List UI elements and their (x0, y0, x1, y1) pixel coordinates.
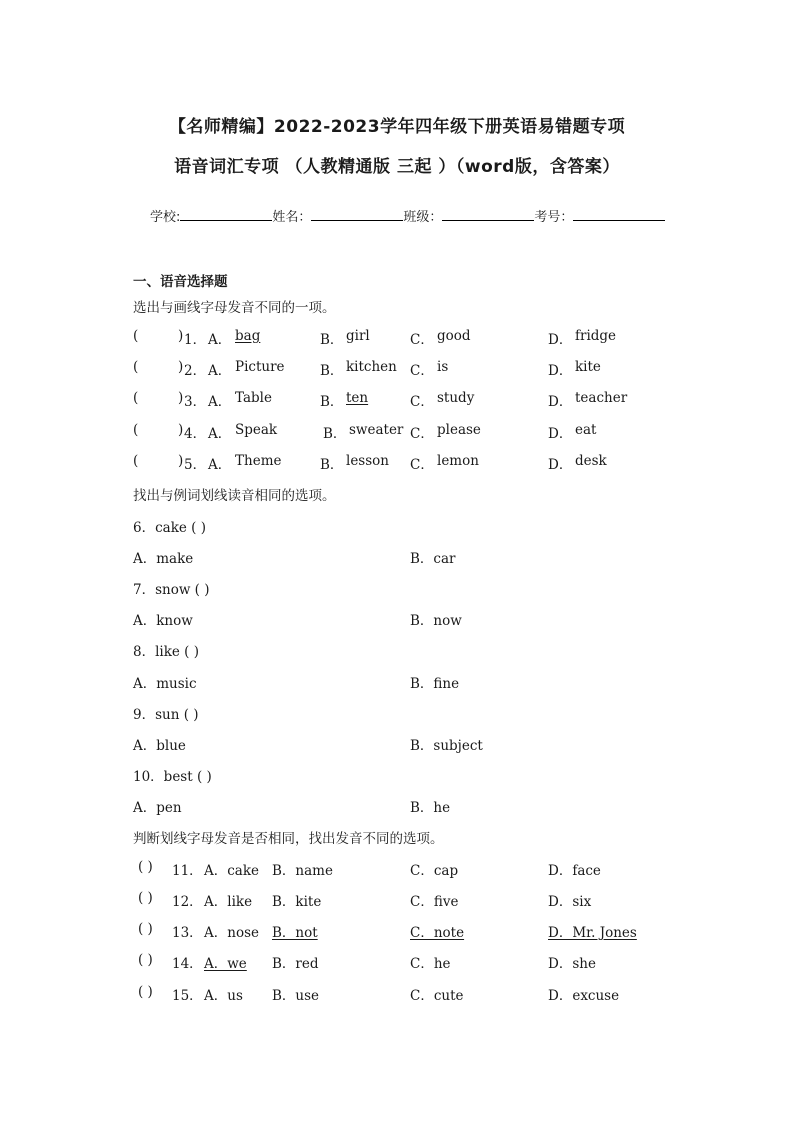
option-b-word[interactable]: kitchen (346, 359, 397, 375)
question-number: 13． (172, 925, 203, 941)
option-c-letter: C． (410, 426, 434, 442)
option-b[interactable]: B．kite (272, 894, 322, 910)
option-b-letter: B． (320, 332, 344, 348)
exam-no-label: 考号： (534, 210, 574, 225)
question-number: 15． (172, 988, 203, 1004)
question-row (0, 390, 794, 410)
section2-instruction: 找出与例词划线读音相同的选项。 (133, 488, 336, 504)
section1-heading: 一、语音选择题 (133, 274, 228, 290)
option-b-word[interactable]: sweater (349, 422, 404, 438)
answer-paren[interactable]: ( ) (138, 890, 153, 906)
option-c-word[interactable]: please (437, 422, 481, 438)
question-number: 11． (172, 863, 203, 879)
answer-paren[interactable]: ( ) (138, 984, 153, 1000)
answer-paren-close: ) (178, 422, 184, 438)
question-row (0, 984, 794, 1004)
option-b-letter: B． (320, 394, 344, 410)
option-d[interactable]: D．face (548, 863, 601, 879)
option-b-word[interactable]: lesson (346, 453, 389, 469)
options-line (0, 734, 794, 754)
question-number: 3． (184, 394, 207, 410)
option-c[interactable]: C．note (410, 925, 465, 941)
question-line (0, 703, 794, 723)
options-line (0, 547, 794, 567)
option-d-letter: D． (548, 394, 573, 410)
answer-paren-open: ( (133, 359, 139, 375)
name-blank[interactable] (311, 208, 403, 221)
option-b[interactable]: B．use (272, 988, 320, 1004)
option-a[interactable]: A．nose (204, 925, 259, 941)
exam-no-blank[interactable] (573, 208, 665, 221)
question-number: 12． (172, 894, 203, 910)
options-line (0, 672, 794, 692)
section3-instruction: 判断划线字母发音是否相同，找出发音不同的选项。 (133, 831, 444, 847)
class-label: 班级： (403, 210, 443, 225)
option-d-word[interactable]: kite (575, 359, 601, 375)
question-row (0, 328, 794, 348)
question-row (0, 921, 794, 941)
option-d-word[interactable]: teacher (575, 390, 628, 406)
question-line (0, 578, 794, 598)
question-row (0, 859, 794, 879)
answer-paren-open: ( (133, 390, 139, 406)
question-number: 1． (184, 332, 207, 348)
document-title-line1: 【名师精编】2022-2023学年四年级下册英语易错题专项 (168, 117, 626, 137)
option-c-word[interactable]: lemon (437, 453, 479, 469)
option-b[interactable]: B．red (272, 956, 319, 972)
option-b[interactable]: B．name (272, 863, 333, 879)
option-c-letter: C． (410, 363, 434, 379)
answer-paren-close: ) (178, 328, 184, 344)
option-c-word[interactable]: study (437, 390, 475, 406)
answer-paren[interactable]: ( ) (138, 952, 153, 968)
option-a[interactable]: A．music (133, 676, 197, 692)
question-number: 5． (184, 457, 207, 473)
option-d[interactable]: D．excuse (548, 988, 620, 1004)
option-a-word[interactable]: bag (235, 328, 261, 344)
option-a[interactable]: A．make (133, 551, 194, 567)
option-a-letter: A． (208, 426, 232, 442)
option-a-letter: A． (208, 363, 232, 379)
option-b-letter: B． (320, 457, 344, 473)
question-line (0, 765, 794, 785)
question-row (0, 952, 794, 972)
answer-paren-open: ( (133, 328, 139, 344)
options-line (0, 796, 794, 816)
option-c-letter: C． (410, 394, 434, 410)
option-d-letter: D． (548, 332, 573, 348)
option-d-word[interactable]: desk (575, 453, 607, 469)
question-line (0, 640, 794, 660)
option-b[interactable]: B．subject (410, 738, 483, 754)
answer-paren-close: ) (178, 453, 184, 469)
option-d-letter: D． (548, 426, 573, 442)
option-c[interactable]: C．cute (410, 988, 464, 1004)
option-a[interactable]: A．we (204, 956, 247, 972)
section1-instruction: 选出与画线字母发音不同的一项。 (133, 300, 336, 316)
option-a[interactable]: A．like (204, 894, 253, 910)
question-line (0, 516, 794, 536)
option-c-letter: C． (410, 332, 434, 348)
option-b[interactable]: B．fine (410, 676, 460, 692)
option-d-letter: D． (548, 363, 573, 379)
answer-paren[interactable]: ( ) (138, 921, 153, 937)
option-c-word[interactable]: good (437, 328, 471, 344)
option-d-word[interactable]: fridge (575, 328, 617, 344)
option-b[interactable]: B．car (410, 551, 456, 567)
answer-paren-close: ) (178, 359, 184, 375)
option-b-letter: B． (323, 426, 347, 442)
option-b-word[interactable]: girl (346, 328, 370, 344)
option-a-word[interactable]: Theme (235, 453, 282, 469)
option-a[interactable]: A．know (133, 613, 193, 629)
question-stem: 7．snow ( ) (133, 582, 210, 598)
option-d[interactable]: D．six (548, 894, 592, 910)
question-stem: 10．best ( ) (133, 769, 212, 785)
option-a-letter: A． (208, 394, 232, 410)
option-b-letter: B． (320, 363, 344, 379)
option-a-word[interactable]: Picture (235, 359, 285, 375)
option-a[interactable]: A．blue (133, 738, 186, 754)
school-label: 学校: (150, 210, 181, 225)
answer-paren-close: ) (178, 390, 184, 406)
option-c[interactable]: C．five (410, 894, 459, 910)
option-b[interactable]: B．he (410, 800, 451, 816)
question-number: 14． (172, 956, 203, 972)
question-stem: 9．sun ( ) (133, 707, 199, 723)
question-stem: 6．cake ( ) (133, 520, 206, 536)
question-row (0, 422, 794, 442)
school-blank[interactable] (180, 208, 272, 221)
question-number: 2． (184, 363, 207, 379)
option-d[interactable]: D．Mr. Jones (548, 925, 637, 941)
option-b[interactable]: B．now (410, 613, 462, 629)
option-a-letter: A． (208, 332, 232, 348)
question-row (0, 890, 794, 910)
option-a[interactable]: A．us (204, 988, 243, 1004)
question-number: 4． (184, 426, 207, 442)
question-stem: 8．like ( ) (133, 644, 200, 660)
answer-paren-open: ( (133, 453, 139, 469)
document-title-line2: 语音词汇专项 （人教精通版 三起 ）（word版，含答案） (174, 157, 620, 177)
option-c[interactable]: C．cap (410, 863, 459, 879)
question-row (0, 453, 794, 473)
answer-paren[interactable]: ( ) (138, 859, 153, 875)
class-blank[interactable] (442, 208, 534, 221)
option-a-letter: A． (208, 457, 232, 473)
option-d[interactable]: D．she (548, 956, 596, 972)
options-line (0, 609, 794, 629)
option-c[interactable]: C．he (410, 956, 451, 972)
option-b-word[interactable]: ten (346, 390, 369, 406)
option-c-word[interactable]: is (437, 359, 449, 375)
answer-paren-open: ( (133, 422, 139, 438)
option-a-word[interactable]: Speak (235, 422, 278, 438)
option-a[interactable]: A．cake (204, 863, 260, 879)
option-a-word[interactable]: Table (235, 390, 272, 406)
question-row (0, 359, 794, 379)
option-d-word[interactable]: eat (575, 422, 597, 438)
option-d-letter: D． (548, 457, 573, 473)
student-info-line (150, 206, 665, 225)
option-a[interactable]: A．pen (133, 800, 182, 816)
option-b[interactable]: B．not (272, 925, 318, 941)
option-c-letter: C． (410, 457, 434, 473)
name-label: 姓名： (272, 210, 312, 225)
